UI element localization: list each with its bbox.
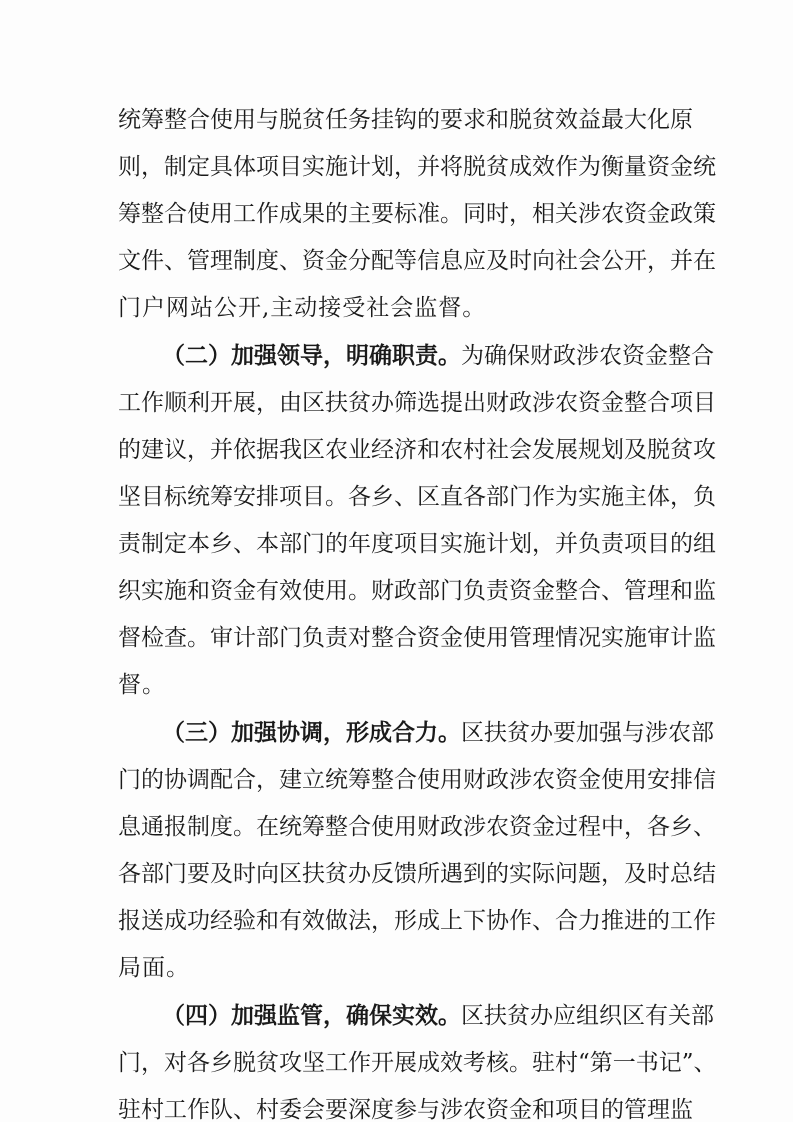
section-4-first-line bbox=[162, 996, 714, 1036]
text-line: 筹整合使用工作成果的主要标准。同时，相关涉农资金政策 bbox=[118, 201, 716, 227]
section-2-heading: （二）加强领导，明确职责。 bbox=[162, 342, 461, 369]
text-line: 息通报制度。在统筹整合使用财政涉农资金过程中，各乡、 bbox=[118, 814, 716, 840]
text-line: 局面。 bbox=[118, 955, 190, 981]
text-line: 各部门要及时向区扶贫办反馈所遇到的实际问题，及时总结 bbox=[118, 861, 716, 887]
text-line: 督检查。审计部门负责对整合资金使用管理情况实施审计监 bbox=[118, 625, 716, 651]
text-line: 责制定本乡、本部门的年度项目实施计划，并负责项目的组 bbox=[118, 531, 716, 557]
text-line: 驻村工作队、村委会要深度参与涉农资金和项目的管理监 bbox=[118, 1097, 693, 1123]
text-line: 的建议，并依据我区农业经济和农村社会发展规划及脱贫攻 bbox=[118, 437, 716, 463]
text-line: 统筹整合使用与脱贫任务挂钩的要求和脱贫效益最大化原 bbox=[118, 107, 693, 133]
text-line: 工作顺利开展，由区扶贫办筛选提出财政涉农资金整合项目 bbox=[118, 390, 716, 416]
section-2-first-line bbox=[162, 336, 714, 376]
section-3-first-line bbox=[162, 713, 714, 753]
text-line: 门的协调配合，建立统筹整合使用财政涉农资金使用安排信 bbox=[118, 767, 716, 793]
section-4-first-line-text: 区扶贫办应组织区有关部 bbox=[461, 1003, 714, 1029]
text-line: 门户网站公开,主动接受社会监督。 bbox=[118, 295, 487, 321]
text-line: 则，制定具体项目实施计划，并将脱贫成效作为衡量资金统 bbox=[118, 154, 716, 180]
text-line: 督。 bbox=[118, 672, 166, 698]
text-line: 门，对各乡脱贫攻坚工作开展成效考核。驻村“第一书记”、 bbox=[118, 1050, 717, 1076]
section-2-first-line-text: 为确保财政涉农资金整合 bbox=[461, 343, 714, 369]
text-line: 报送成功经验和有效做法，形成上下协作、合力推进的工作 bbox=[118, 908, 716, 934]
section-3-heading: （三）加强协调，形成合力。 bbox=[162, 719, 461, 746]
section-3-first-line-text: 区扶贫办要加强与涉农部 bbox=[461, 720, 714, 746]
text-line: 文件、管理制度、资金分配等信息应及时向社会公开，并在 bbox=[118, 248, 716, 274]
text-line: 坚目标统筹安排项目。各乡、区直各部门作为实施主体，负 bbox=[118, 484, 716, 510]
text-line: 织实施和资金有效使用。财政部门负责资金整合、管理和监 bbox=[118, 578, 716, 604]
section-4-heading: （四）加强监管，确保实效。 bbox=[162, 1002, 461, 1029]
